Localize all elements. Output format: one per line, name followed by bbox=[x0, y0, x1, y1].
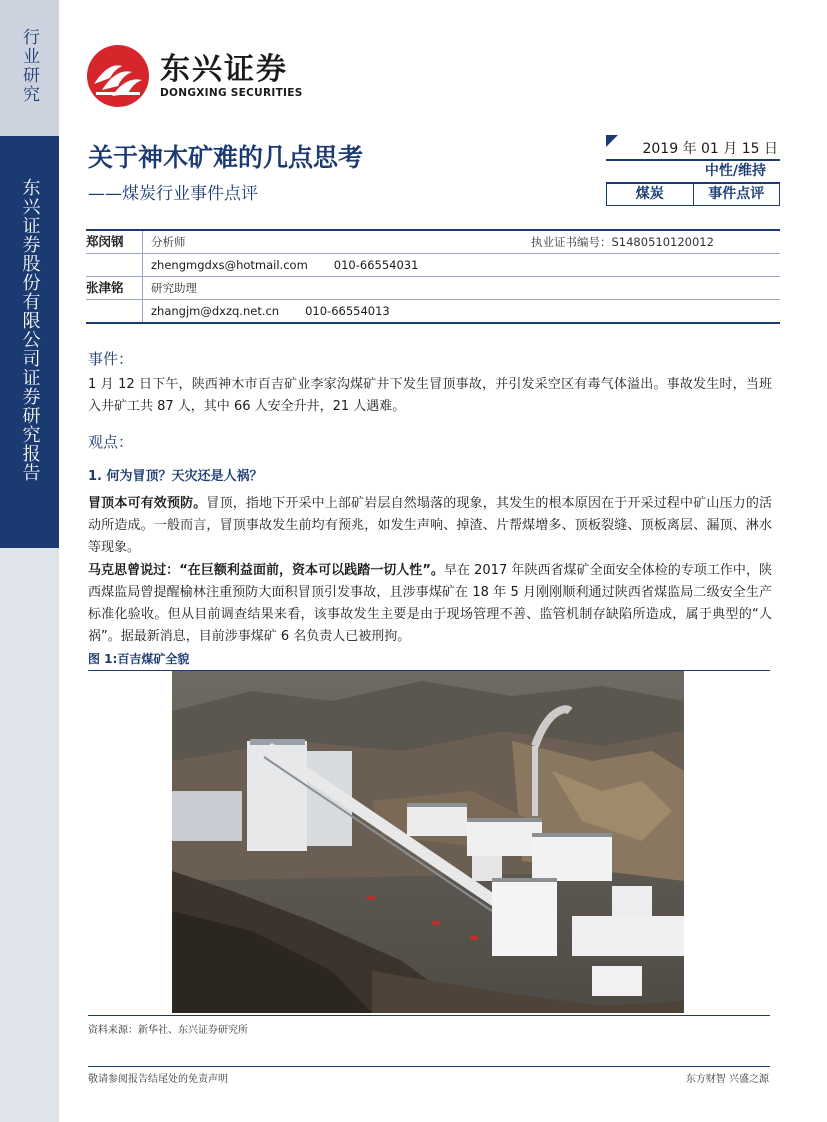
footer-disclaimer: 敬请参阅报告结尾处的免责声明 bbox=[88, 1074, 228, 1085]
table-row bbox=[86, 276, 780, 299]
report-title: 关于神木矿难的几点思考 bbox=[88, 143, 364, 172]
rating-value: 中性/维持 bbox=[704, 163, 766, 179]
logo-en: DONGXING SECURITIES bbox=[160, 87, 303, 99]
paragraph-1 bbox=[88, 493, 772, 559]
analyst-role: 分析师 bbox=[151, 235, 186, 249]
category-row bbox=[606, 184, 780, 206]
report-subtitle: ——煤炭行业事件点评 bbox=[88, 184, 258, 204]
paragraph-2-body: 早在 2017 年陕西省煤矿全面安全体检的专项工作中，陕西煤监局曾提醒榆林注重预防大面积冒顶引发事故，且涉事煤矿在 18 年 5 月刚刚顺利通过陕西省煤监局二级安全生产标准化验收。但从目前调查结果来看，该事故发生主要是由于现场管理不善、监管机制存缺陷所造成，属于典型的“人祸”。据最新消息，目前涉事煤矿 6 名负责人已被刑拘。 bbox=[88, 563, 772, 644]
date-row bbox=[606, 135, 780, 161]
sidebar-company-block bbox=[0, 136, 59, 548]
section-heading-1: 1. 何为冒顶？天灾还是人祸？ bbox=[88, 469, 263, 484]
figure-caption: 图 1:百吉煤矿全貌 bbox=[88, 650, 770, 671]
logo-emblem-icon bbox=[86, 44, 150, 108]
source-divider bbox=[88, 1015, 770, 1016]
sidebar-category: 行业研究 bbox=[19, 28, 39, 104]
analyst-contact bbox=[143, 258, 418, 272]
table-row bbox=[86, 253, 780, 276]
company-logo bbox=[86, 44, 303, 108]
table-row bbox=[86, 299, 780, 322]
empty-cell bbox=[86, 300, 143, 322]
coal-mine-photo bbox=[172, 671, 684, 1013]
rating-row bbox=[606, 161, 780, 184]
analyst-license: 执业证书编号：S1480510120012 bbox=[531, 235, 714, 249]
empty-cell bbox=[86, 254, 143, 276]
sidebar-category-block bbox=[0, 0, 59, 136]
report-date: 2019 年 01 月 15 日 bbox=[642, 141, 778, 157]
paragraph-1-lead: 冒顶本可有效预防。 bbox=[88, 496, 207, 511]
sidebar-company: 东兴证券股份有限公司证券研究报告 bbox=[19, 178, 41, 482]
assistant-contact bbox=[143, 304, 390, 318]
footer-slogan: 东方财智 兴盛之源 bbox=[685, 1074, 769, 1085]
logo-cn: 东兴证券 bbox=[160, 52, 288, 87]
report-type-label: 事件点评 bbox=[693, 184, 780, 205]
analyst-table bbox=[86, 229, 780, 324]
event-text: 1 月 12 日下午，陕西神木市百吉矿业李家沟煤矿井下发生冒顶事故，并引发采空区有毒气体溢出。事故发生时，当班入井矿工共 87 人，其中 66 人安全升井，21 人遇难。 bbox=[88, 377, 772, 414]
assistant-role: 研究助理 bbox=[151, 281, 197, 295]
sidebar bbox=[0, 0, 59, 1122]
figure-source: 资料来源：新华社、东兴证券研究所 bbox=[88, 1025, 248, 1036]
assistant-name: 张津铭 bbox=[86, 277, 143, 299]
view-heading: 观点： bbox=[88, 433, 134, 451]
analyst-email[interactable]: zhengmgdxs@hotmail.com bbox=[151, 258, 308, 272]
analyst-phone: 010-66554031 bbox=[333, 258, 419, 272]
event-heading: 事件： bbox=[88, 350, 134, 368]
assistant-email[interactable]: zhangjm@dxzq.net.cn bbox=[151, 304, 280, 318]
industry-label: 煤炭 bbox=[635, 186, 664, 202]
table-row bbox=[86, 231, 780, 253]
paragraph-2-lead: 马克思曾说过：“在巨额利益面前，资本可以践踏一切人性”。 bbox=[88, 563, 444, 578]
footer-divider bbox=[88, 1066, 770, 1067]
rating-box bbox=[606, 135, 780, 206]
analyst-name: 郑闵钢 bbox=[86, 231, 143, 253]
assistant-phone: 010-66554013 bbox=[305, 304, 390, 318]
paragraph-1-body: 冒顶，指地下开采中上部矿岩层自然塌落的现象，其发生的根本原因在于开采过程中矿山压力的活动所造成。一般而言，冒顶事故发生前均有预兆，如发生声响、掉渣、片帮煤增多、顶板裂缝、顶板离层、漏顶、淋水等现象。 bbox=[88, 496, 772, 555]
paragraph-2 bbox=[88, 560, 772, 648]
corner-triangle-icon bbox=[606, 135, 618, 147]
